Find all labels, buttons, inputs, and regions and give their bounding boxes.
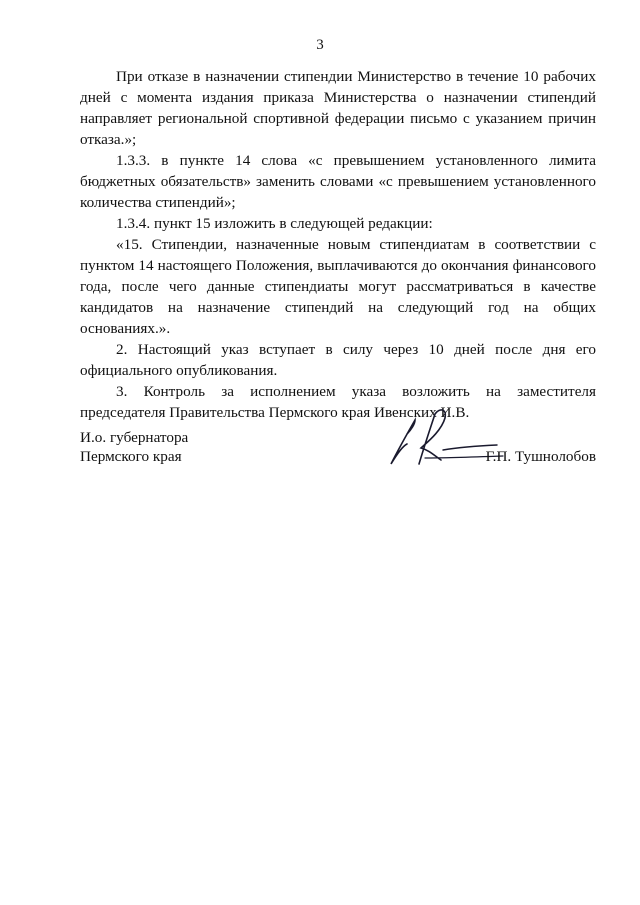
paragraph-refusal-notice: При отказе в назначении стипендии Министерство в течение 10 рабочих дней с момента издания приказа Министерства о назначении стипендий направляет региональной спортивной федерации письмо с указанием причин отказа.»; [80,68,596,148]
paragraph-effective-date: 2. Настоящий указ вступает в силу через 10 дней после дня его официального опубликования. [80,341,596,379]
signatory-title-line1: И.о. губернатора [80,429,189,446]
signatory-title-line2: Пермского края [80,448,182,465]
signatory-name: Г.П. Тушнолобов [485,448,596,465]
page-number: 3 [316,37,324,53]
paragraph-1-3-4: 1.3.4. пункт 15 изложить в следующей редакции: [116,215,433,232]
paragraph-1-3-3: 1.3.3. в пункте 14 слова «с превышением установленного лимита бюджетных обязательств» заменить словами «с превышением установленного количества стипендий»; [80,152,596,211]
signature-block [80,428,596,472]
paragraph-control: 3. Контроль за исполнением указа возложить на заместителя председателя Правительства Пермского края Ивенских И.В. [80,383,596,421]
document-body [80,66,596,423]
paragraph-point-15: «15. Стипендии, назначенные новым стипендиатам в соответствии с пунктом 14 настоящего Положения, выплачиваются до окончания финансового года, после чего данные стипендиаты могут рассматриваться в качестве кандидатов на назначение стипендий на следующий год на общих основаниях.». [80,236,596,337]
